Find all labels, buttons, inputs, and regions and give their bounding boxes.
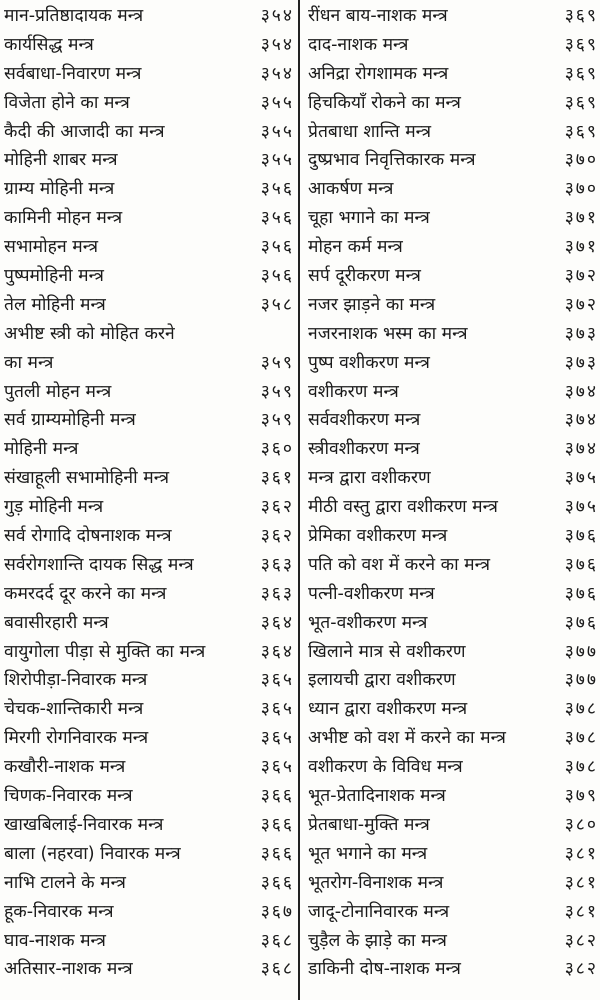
- entry-title: आकर्षण मन्त्र: [308, 179, 394, 200]
- entry-title: इलायची द्वारा वशीकरण: [308, 670, 456, 691]
- index-entry: [300, 291, 600, 320]
- entry-page-number: ३८१: [564, 901, 598, 922]
- entry-page-number: ३६५: [260, 699, 294, 720]
- index-entry: [300, 927, 600, 956]
- index-entry: [300, 638, 600, 667]
- entry-title: डाकिनी दोष-नाशक मन्त्र: [308, 959, 461, 980]
- entry-title: मिरगी रोगनिवारक मन्त्र: [4, 728, 149, 749]
- entry-title: कार्यसिद्ध मन्त्र: [4, 34, 94, 55]
- entry-title: वशीकरण मन्त्र: [308, 381, 399, 402]
- entry-page-number: ३७३: [564, 352, 598, 373]
- entry-title: पुष्प वशीकरण मन्त्र: [308, 352, 430, 373]
- entry-page-number: ३६३: [260, 583, 294, 604]
- entry-page-number: ३६०: [260, 439, 294, 460]
- entry-title: सभामोहन मन्त्र: [4, 237, 99, 258]
- entry-title: बवासीरहारी मन्त्र: [4, 612, 109, 633]
- entry-page-number: ३५५: [260, 150, 294, 171]
- index-entry: [300, 378, 600, 407]
- entry-page-number: ३८२: [564, 959, 598, 980]
- index-entry: [0, 320, 300, 349]
- index-entry: [0, 349, 300, 378]
- entry-title: प्रेतबाधा शान्ति मन्त्र: [308, 121, 432, 142]
- entry-page-number: ३७७: [564, 641, 598, 662]
- index-entry: [0, 695, 300, 724]
- entry-title: मोहन कर्म मन्त्र: [308, 237, 403, 258]
- index-entry: [0, 378, 300, 407]
- entry-title: गुड़ मोहिनी मन्त्र: [4, 497, 104, 518]
- index-entry: [300, 898, 600, 927]
- entry-title: भूतरोग-विनाशक मन्त्र: [308, 872, 444, 893]
- index-entry: [0, 262, 300, 291]
- entry-title: बाला (नहरवा) निवारक मन्त्र: [4, 843, 181, 864]
- entry-title: पति को वश में करने का मन्त्र: [308, 554, 490, 575]
- entry-page-number: ३६९: [564, 92, 598, 113]
- entry-title: घाव-नाशक मन्त्र: [4, 930, 106, 951]
- entry-title: खिलाने मात्र से वशीकरण: [308, 641, 466, 662]
- index-entry: [0, 146, 300, 175]
- entry-page-number: ३७४: [564, 439, 598, 460]
- index-entry: [300, 811, 600, 840]
- entry-page-number: ३८०: [564, 814, 598, 835]
- index-entry: [0, 2, 300, 31]
- entry-title: चूहा भगाने का मन्त्र: [308, 208, 430, 229]
- index-entry: [300, 464, 600, 493]
- index-entry: [300, 262, 600, 291]
- index-entry: [300, 204, 600, 233]
- entry-page-number: ३५५: [260, 121, 294, 142]
- entry-title: सर्वरोगशान्ति दायक सिद्ध मन्त्र: [4, 554, 194, 575]
- entry-page-number: ३७८: [564, 699, 598, 720]
- index-entry: [0, 406, 300, 435]
- index-entry: [0, 580, 300, 609]
- entry-title: अभीष्ट स्त्री को मोहित करने: [4, 323, 175, 344]
- index-entry: [0, 31, 300, 60]
- index-entry: [0, 435, 300, 464]
- entry-page-number: ३७८: [564, 728, 598, 749]
- entry-title: मन्त्र द्वारा वशीकरण: [308, 468, 431, 489]
- index-entry: [300, 2, 600, 31]
- entry-title: विजेता होने का मन्त्र: [4, 92, 130, 113]
- entry-page-number: ३७०: [564, 179, 598, 200]
- entry-page-number: ३६६: [260, 843, 294, 864]
- entry-page-number: ३७६: [564, 526, 598, 547]
- entry-page-number: ३७६: [564, 612, 598, 633]
- entry-title: रींधन बाय-नाशक मन्त्र: [308, 6, 448, 26]
- index-entry: [300, 724, 600, 753]
- index-entry: [0, 898, 300, 927]
- entry-title: मीठी वस्तु द्वारा वशीकरण मन्त्र: [308, 497, 498, 518]
- index-entry: [0, 551, 300, 580]
- entry-title: कैदी की आजादी का मन्त्र: [4, 121, 165, 142]
- index-entry: [300, 175, 600, 204]
- index-entry: [0, 493, 300, 522]
- entry-title: चिणक-निवारक मन्त्र: [4, 786, 133, 807]
- index-entry: [0, 89, 300, 118]
- index-entry: [300, 782, 600, 811]
- entry-title: सर्व रोगादि दोषनाशक मन्त्र: [4, 526, 172, 547]
- entry-title: अतिसार-नाशक मन्त्र: [4, 959, 133, 980]
- entry-title: मोहिनी शाबर मन्त्र: [4, 150, 118, 171]
- entry-page-number: ३६५: [260, 670, 294, 691]
- entry-page-number: ३७२: [564, 266, 598, 287]
- entry-title: चुड़ैल के झाड़े का मन्त्र: [308, 930, 447, 951]
- entry-title: शिरोपीड़ा-निवारक मन्त्र: [4, 670, 148, 691]
- entry-page-number: ३५४: [260, 34, 294, 55]
- index-column-right: [300, 2, 600, 984]
- entry-page-number: ३५५: [260, 92, 294, 113]
- entry-title: कखौरी-नाशक मन्त्र: [4, 757, 126, 778]
- entry-page-number: ३६४: [260, 612, 294, 633]
- entry-page-number: ३६४: [260, 641, 294, 662]
- entry-title: अनिद्रा रोगशामक मन्त्र: [308, 63, 449, 84]
- entry-page-number: ३६८: [260, 959, 294, 980]
- index-entry: [0, 724, 300, 753]
- index-entry: [300, 753, 600, 782]
- entry-title: भूत-प्रेतादिनाशक मन्त्र: [308, 786, 446, 807]
- entry-title: चेचक-शान्तिकारी मन्त्र: [4, 699, 144, 720]
- entry-page-number: ३५९: [260, 352, 294, 373]
- entry-title: खाखबिलाई-निवारक मन्त्र: [4, 814, 164, 835]
- entry-page-number: ३६५: [260, 728, 294, 749]
- entry-title: संखाहूली सभामोहिनी मन्त्र: [4, 468, 170, 489]
- entry-title: ग्राम्य मोहिनी मन्त्र: [4, 179, 115, 200]
- entry-page-number: ३६७: [260, 901, 294, 922]
- entry-page-number: ३५६: [260, 179, 294, 200]
- entry-page-number: ३६२: [260, 526, 294, 547]
- entry-title: का मन्त्र: [4, 352, 54, 373]
- entry-page-number: ३७०: [564, 150, 598, 171]
- entry-page-number: ३८१: [564, 872, 598, 893]
- entry-title: तेल मोहिनी मन्त्र: [4, 294, 106, 315]
- index-entry: [0, 204, 300, 233]
- entry-page-number: ३६९: [564, 6, 598, 26]
- index-entry: [300, 320, 600, 349]
- index-entry: [0, 464, 300, 493]
- entry-page-number: ३६६: [260, 786, 294, 807]
- index-entry: [300, 60, 600, 89]
- index-entry: [300, 435, 600, 464]
- entry-page-number: ३७६: [564, 583, 598, 604]
- entry-page-number: ३८२: [564, 930, 598, 951]
- index-entry: [300, 580, 600, 609]
- index-entry: [0, 840, 300, 869]
- entry-title: प्रेमिका वशीकरण मन्त्र: [308, 526, 448, 547]
- entry-page-number: ३५८: [260, 294, 294, 315]
- index-entry: [0, 782, 300, 811]
- index-entry: [300, 31, 600, 60]
- entry-title: दाद-नाशक मन्त्र: [308, 34, 409, 55]
- entry-page-number: ३६६: [260, 872, 294, 893]
- index-entry: [0, 233, 300, 262]
- index-entry: [300, 840, 600, 869]
- index-entry: [0, 927, 300, 956]
- index-entry: [300, 406, 600, 435]
- entry-page-number: ३८१: [564, 843, 598, 864]
- entry-title: मान-प्रतिष्ठादायक मन्त्र: [4, 6, 144, 26]
- index-entry: [0, 60, 300, 89]
- entry-page-number: ३५६: [260, 237, 294, 258]
- index-entry: [0, 609, 300, 638]
- entry-title: कमरदर्द दूर करने का मन्त्र: [4, 583, 167, 604]
- index-entry: [0, 175, 300, 204]
- index-entry: [0, 522, 300, 551]
- entry-title: वशीकरण के विविध मन्त्र: [308, 757, 463, 778]
- entry-page-number: ३६६: [260, 814, 294, 835]
- entry-page-number: ३५६: [260, 266, 294, 287]
- index-entry: [0, 118, 300, 147]
- entry-title: हूक-निवारक मन्त्र: [4, 901, 114, 922]
- index-entry: [0, 291, 300, 320]
- entry-title: प्रेतबाधा-मुक्ति मन्त्र: [308, 814, 430, 835]
- entry-page-number: ३५९: [260, 381, 294, 402]
- entry-page-number: ३५४: [260, 6, 294, 26]
- entry-page-number: ३७९: [564, 786, 598, 807]
- entry-page-number: ३६२: [260, 497, 294, 518]
- entry-title: नजर झाड़ने का मन्त्र: [308, 294, 436, 315]
- entry-title: भूत-वशीकरण मन्त्र: [308, 612, 428, 633]
- entry-page-number: ३६३: [260, 554, 294, 575]
- entry-page-number: ३५६: [260, 208, 294, 229]
- index-entry: [0, 955, 300, 984]
- entry-page-number: ३६५: [260, 757, 294, 778]
- entry-page-number: ३७४: [564, 381, 598, 402]
- index-entry: [300, 349, 600, 378]
- index-entry: [0, 811, 300, 840]
- index-column-left: [0, 2, 300, 984]
- index-entry: [300, 666, 600, 695]
- index-entry: [300, 695, 600, 724]
- entry-page-number: ३६९: [564, 34, 598, 55]
- index-entry: [300, 146, 600, 175]
- index-entry: [0, 753, 300, 782]
- index-entry: [300, 89, 600, 118]
- entry-title: कामिनी मोहन मन्त्र: [4, 208, 123, 229]
- entry-page-number: ३७२: [564, 294, 598, 315]
- entry-title: पुतली मोहन मन्त्र: [4, 381, 112, 402]
- entry-page-number: ३७४: [564, 410, 598, 431]
- entry-title: भूत भगाने का मन्त्र: [308, 843, 428, 864]
- index-entry: [0, 638, 300, 667]
- entry-page-number: ३७३: [564, 323, 598, 344]
- index-entry: [0, 666, 300, 695]
- entry-page-number: ३७१: [564, 208, 598, 229]
- entry-title: दुष्प्रभाव निवृत्तिकारक मन्त्र: [308, 150, 476, 171]
- entry-page-number: ३६१: [260, 468, 294, 489]
- index-entry: [300, 118, 600, 147]
- index-entry: [300, 233, 600, 262]
- entry-title: सर्प दूरीकरण मन्त्र: [308, 266, 421, 287]
- entry-page-number: ३७५: [564, 497, 598, 518]
- entry-page-number: ३६९: [564, 63, 598, 84]
- index-entry: [300, 869, 600, 898]
- entry-title: स्त्रीवशीकरण मन्त्र: [308, 439, 420, 460]
- entry-title: ध्यान द्वारा वशीकरण मन्त्र: [308, 699, 468, 720]
- entry-title: वायुगोला पीड़ा से मुक्ति का मन्त्र: [4, 641, 206, 662]
- entry-title: सर्वबाधा-निवारण मन्त्र: [4, 63, 142, 84]
- entry-title: पत्नी-वशीकरण मन्त्र: [308, 583, 435, 604]
- index-entry: [300, 551, 600, 580]
- entry-title: अभीष्ट को वश में करने का मन्त्र: [308, 728, 506, 749]
- index-entry: [300, 955, 600, 984]
- entry-page-number: ३७६: [564, 554, 598, 575]
- entry-page-number: ३७१: [564, 237, 598, 258]
- entry-title: पुष्पमोहिनी मन्त्र: [4, 266, 104, 287]
- entry-page-number: ३७८: [564, 757, 598, 778]
- entry-page-number: ३५४: [260, 63, 294, 84]
- index-entry: [300, 522, 600, 551]
- index-entry: [300, 609, 600, 638]
- entry-page-number: ३७७: [564, 670, 598, 691]
- entry-page-number: ३६९: [564, 121, 598, 142]
- entry-title: हिचकियाँ रोकने का मन्त्र: [308, 92, 461, 113]
- entry-title: मोहिनी मन्त्र: [4, 439, 79, 460]
- entry-page-number: ३५९: [260, 410, 294, 431]
- entry-title: नजरनाशक भस्म का मन्त्र: [308, 323, 468, 344]
- entry-title: जादू-टोनानिवारक मन्त्र: [308, 901, 450, 922]
- index-entry: [300, 493, 600, 522]
- entry-title: सर्व ग्राम्यमोहिनी मन्त्र: [4, 410, 136, 431]
- entry-page-number: ३७५: [564, 468, 598, 489]
- entry-title: सर्ववशीकरण मन्त्र: [308, 410, 421, 431]
- entry-title: नाभि टालने के मन्त्र: [4, 872, 126, 893]
- index-entry: [0, 869, 300, 898]
- entry-page-number: ३६८: [260, 930, 294, 951]
